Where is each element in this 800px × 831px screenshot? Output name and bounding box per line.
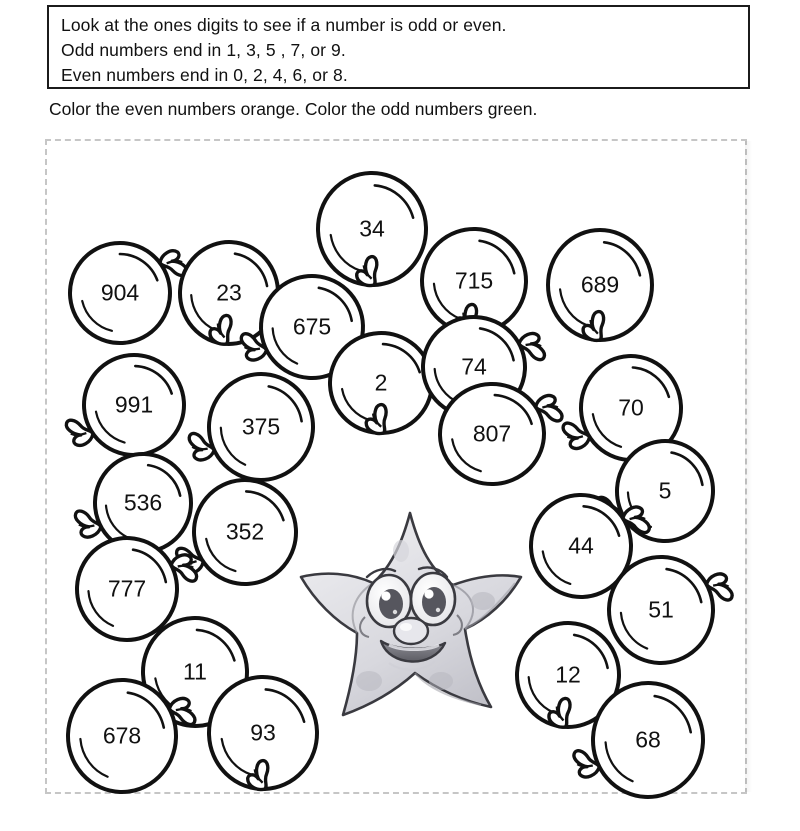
balloon-number: 93 <box>250 719 276 746</box>
balloon-number: 23 <box>216 279 242 306</box>
balloon-number: 807 <box>472 420 512 447</box>
balloon-number: 70 <box>618 394 644 421</box>
balloon-number: 675 <box>292 313 332 340</box>
balloon-number: 352 <box>225 518 265 545</box>
balloon-number: 34 <box>359 215 385 242</box>
balloon-number: 51 <box>648 596 674 623</box>
balloon-number: 715 <box>454 267 494 294</box>
balloon-number: 68 <box>635 726 661 753</box>
balloon-number: 678 <box>102 722 142 749</box>
balloon-number: 777 <box>107 575 147 602</box>
balloon-number: 2 <box>374 369 388 396</box>
balloon-number: 536 <box>123 489 163 516</box>
starfish-body <box>301 513 521 715</box>
balloon-number: 11 <box>183 658 207 685</box>
balloon-number: 5 <box>658 477 672 504</box>
balloon-number: 74 <box>461 353 487 380</box>
balloon-number: 44 <box>568 532 594 559</box>
instruction-line-1: Look at the ones digits to see if a number is odd or even. <box>61 15 507 35</box>
balloon-number: 12 <box>555 661 581 688</box>
starfish-character <box>285 505 535 720</box>
starfish-nose <box>394 618 428 644</box>
balloon-number: 991 <box>114 391 154 418</box>
balloon-number: 375 <box>241 413 281 440</box>
color-directive-text: Color the even numbers orange. Color the odd numbers green. <box>49 99 538 119</box>
balloon-number: 904 <box>100 279 140 306</box>
instruction-line-2: Odd numbers end in 1, 3, 5 , 7, or 9. <box>61 40 346 60</box>
balloon-number: 689 <box>580 271 620 298</box>
balloon[interactable] <box>559 649 737 831</box>
instruction-line-3: Even numbers end in 0, 2, 4, 6, or 8. <box>61 65 348 85</box>
